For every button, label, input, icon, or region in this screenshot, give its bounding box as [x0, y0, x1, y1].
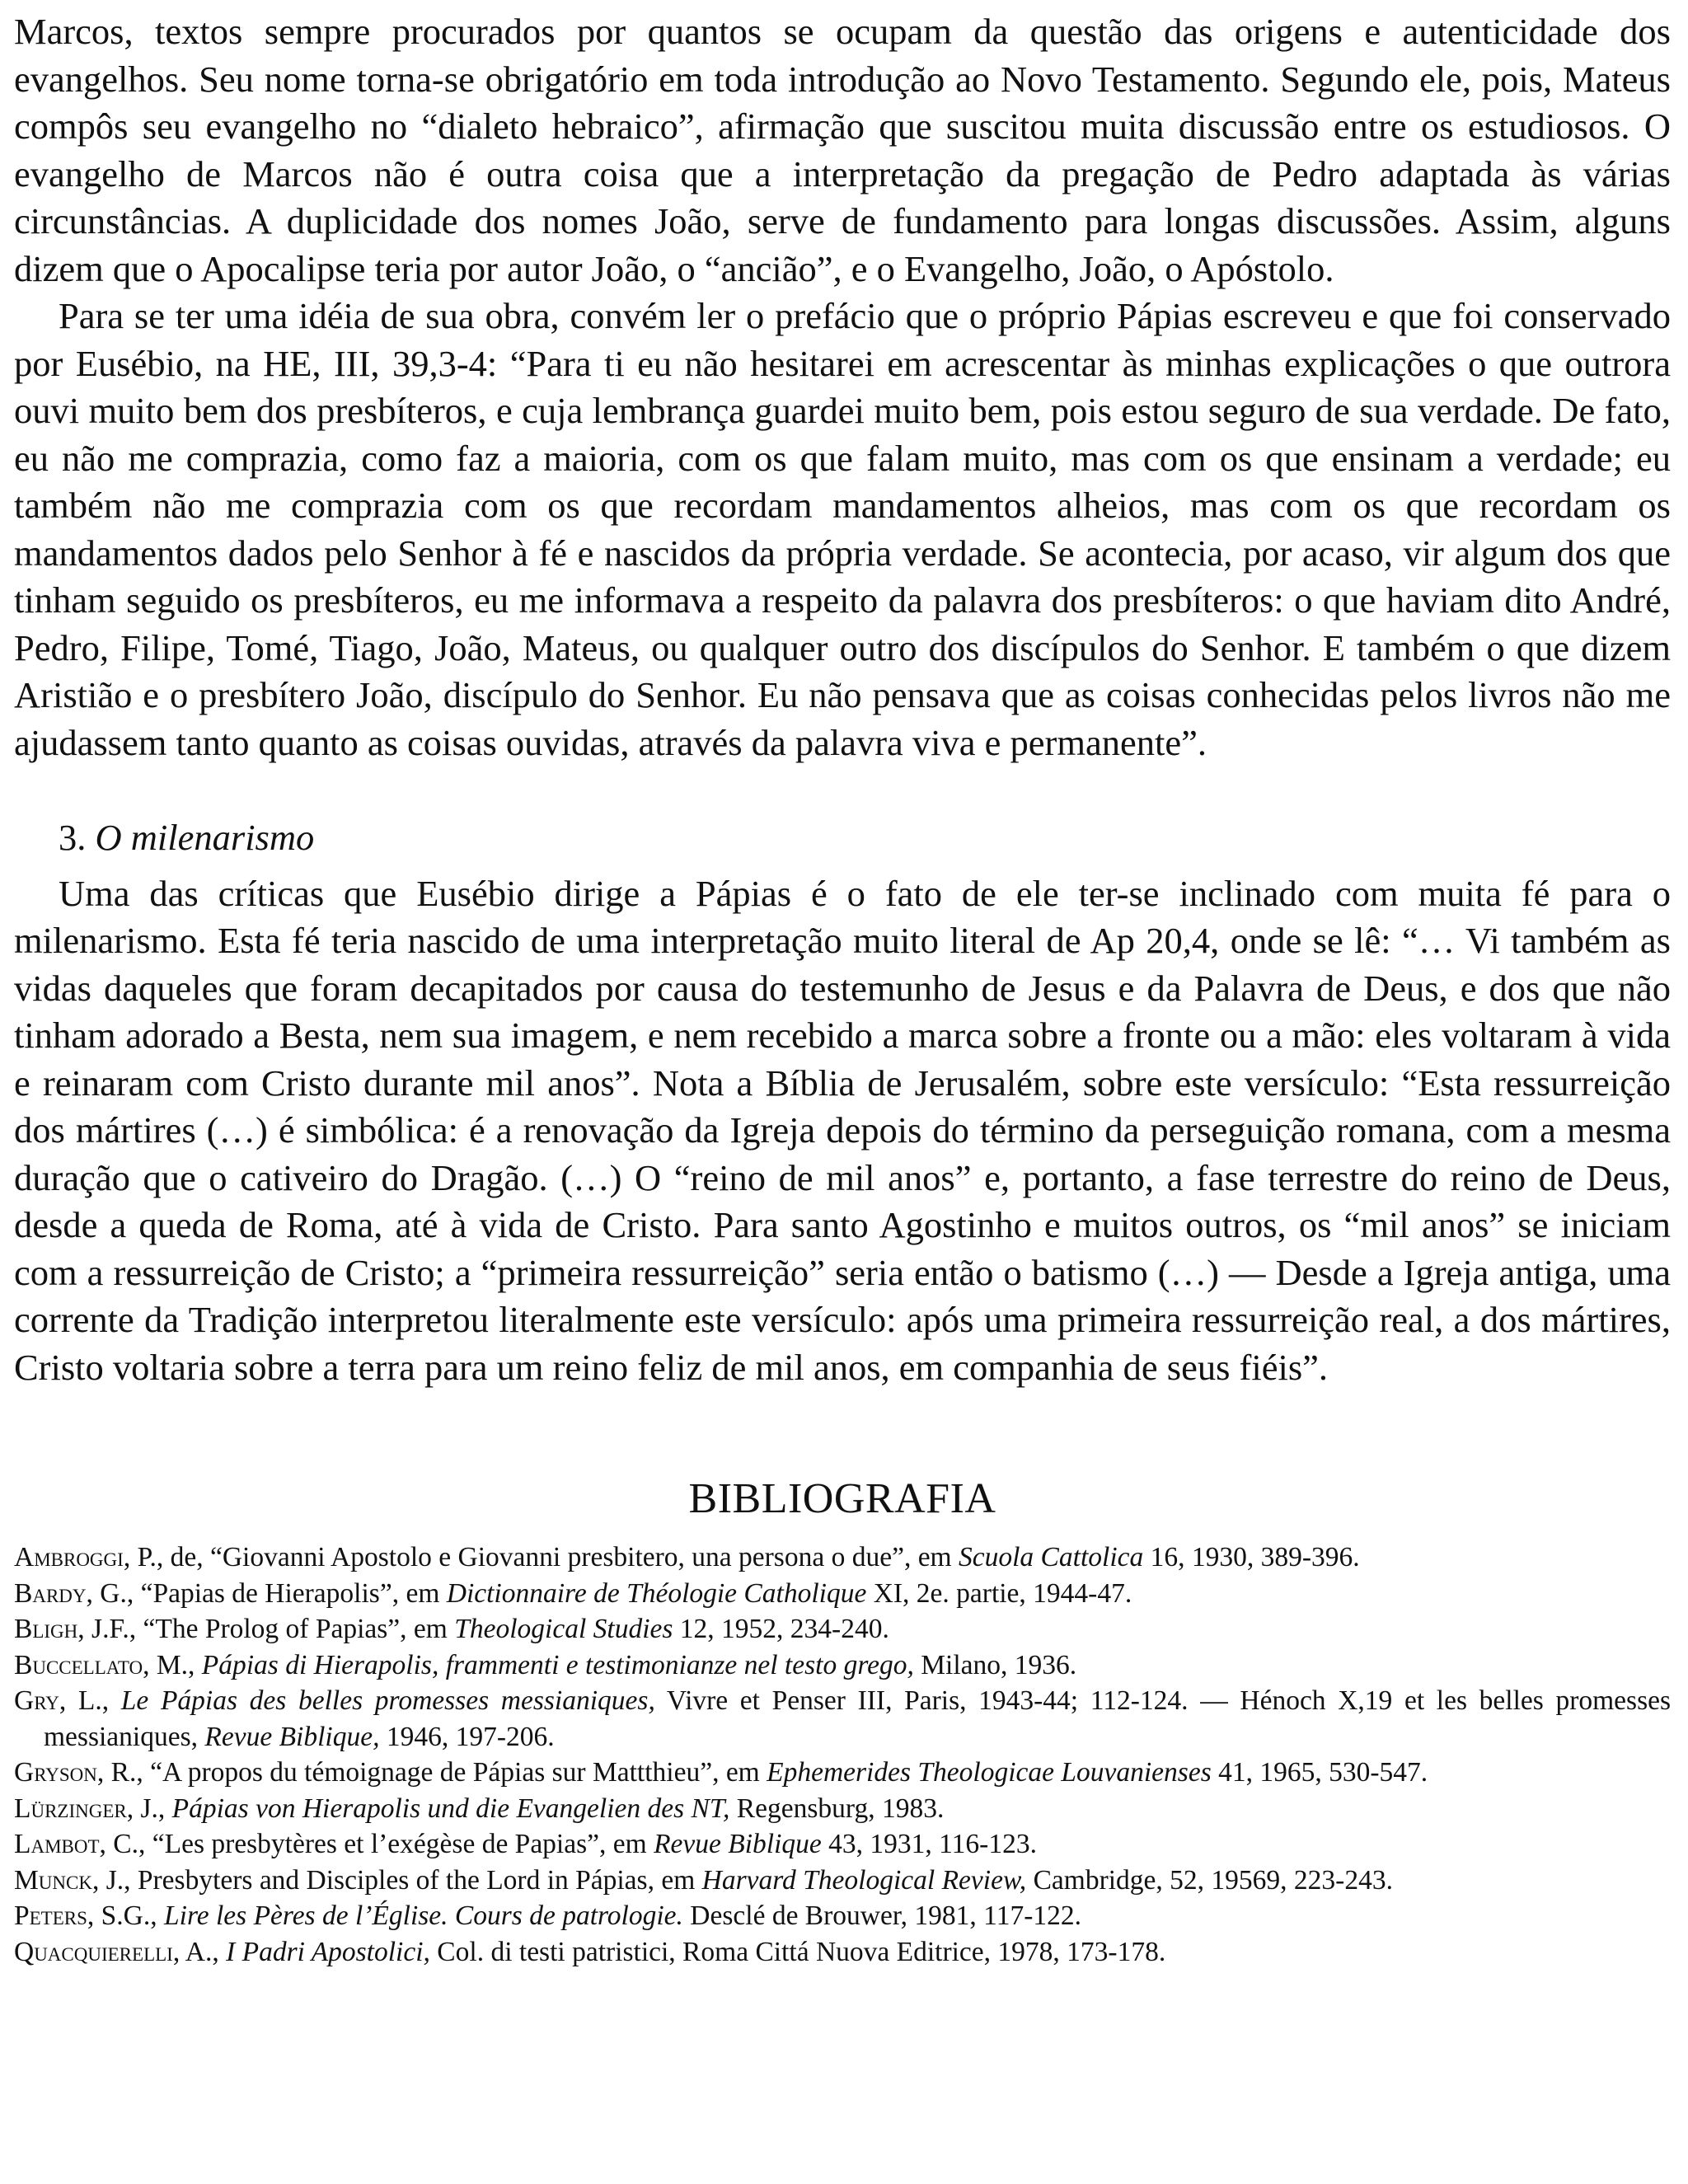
- entry-author: Peters: [14, 1900, 87, 1931]
- entry-text: , J.F., “The Prolog of Papias”, em: [77, 1614, 455, 1644]
- bibliography-title: BIBLIOGRAFIA: [688, 1475, 996, 1522]
- entry-text: , G., “Papias de Hierapolis”, em: [86, 1577, 447, 1609]
- entry-work: Pápias di Hierapolis, frammenti e testimonianze nel testo grego,: [201, 1649, 914, 1680]
- entry-text: , P., de, “Giovanni Apostolo e Giovanni presbitero, una persona o due”, em: [123, 1542, 959, 1572]
- entry-work: Theological Studies: [454, 1614, 673, 1644]
- section-title: O milenarismo: [95, 817, 315, 858]
- entry-text: Col. di testi patristici, Roma Cittá Nuova Editrice, 1978, 173-178.: [429, 1936, 1166, 1967]
- body-paragraph-2: Para se ter uma idéia de sua obra, convém ler o prefácio que o próprio Pápias escreveu e que foi conservado por Eusébio, na HE, III, 39,3-4: “Para ti eu não hesitarei em acrescentar às minhas explicações o que outrora ouvi muito bem dos presbíteros, e cuja lembrança guardei muito bem, pois estou seguro de sua verdade. De fato, eu não me comprazia, como faz a maioria, com os que falam muito, mas com os que ensinam a verdade; eu também não me comprazia com os que recordam mandamentos alheios, mas com os que recordam os mandamentos dados pelo Senhor à fé e nascidos da própria verdade. Se acontecia, por acaso, vir algum dos que tinham seguido os presbíteros, eu me informava a respeito da palavra dos presbíteros: o que haviam dito André, Pedro, Filipe, Tomé, Tiago, João, Mateus, ou qualquer outro dos discípulos do Senhor. E também o que dizem Aristião e o presbítero João, discípulo do Senhor. Eu não pensava que as coisas conhecidas pelos livros não me ajudassem tanto quanto as coisas ouvidas, através da palavra viva e permanente”.: [14, 295, 1671, 763]
- entry-work: Revue Biblique: [654, 1829, 822, 1859]
- entry-text: , J.,: [126, 1793, 172, 1824]
- section-paragraph: Uma das críticas que Eusébio dirige a Pápias é o fato de ele ter-se inclinado com muita fé para o milenarismo. Esta fé teria nascido de uma interpretação muito literal de Ap 20,4, onde se lê: “… Vi também as vidas daqueles que foram decapitados por causa do testemunho de Jesus e da Palavra de Deus, e dos que não tinham adorado a Besta, nem sua imagem, e nem recebido a marca sobre a fronte ou a mão: eles voltaram à vida e reinaram com Cristo durante mil anos”. Nota a Bíblia de Jerusalém, sobre este versículo: “Esta ressurreição dos mártires (…) é simbólica: é a renovação da Igreja depois do término da perseguição romana, com a mesma duração que o cativeiro do Dragão. (…) O “reino de mil anos” e, portanto, a fase terrestre do reino de Deus, desde a queda de Roma, até à vida de Cristo. Para santo Agostinho e muitos outros, os “mil anos” se iniciam com a ressurreição de Cristo; a “primeira ressurreição” seria então o batismo (…) — Desde a Igreja antiga, uma corrente da Tradição interpretou literalmente este versículo: após uma primeira ressurreição real, a dos mártires, Cristo voltaria sobre a terra para um reino feliz de mil anos, em companhia de seus fiéis”.: [14, 872, 1671, 1388]
- document-page: [14, 8, 1671, 1970]
- entry-author: Gryson: [14, 1757, 97, 1788]
- entry-author: Lambot: [14, 1829, 100, 1859]
- entry-work: I Padri Apostolici,: [226, 1936, 430, 1967]
- entry-text: XI, 2e. partie, 1944-47.: [866, 1577, 1132, 1609]
- entry-work: Lire les Pères de l’Église. Cours de patrologie.: [164, 1900, 683, 1931]
- entry-text: , C., “Les presbytères et l’exégèse de Papias”, em: [99, 1829, 654, 1859]
- bibliography-entry: [14, 1540, 1671, 1576]
- bibliography-entry: [14, 1898, 1671, 1934]
- entry-work: Scuola Cattolica: [959, 1542, 1144, 1572]
- bibliography-entry: [14, 1755, 1671, 1791]
- entry-text: Cambridge, 52, 19569, 223-243.: [1026, 1864, 1393, 1896]
- bibliography-entry: [14, 1683, 1671, 1755]
- entry-author: Bardy: [14, 1577, 87, 1609]
- entry-work: Ephemerides Theologicae Louvanienses: [767, 1757, 1212, 1788]
- entry-author: Quacquierelli: [14, 1936, 173, 1967]
- entry-author: Ambroggi: [14, 1542, 124, 1572]
- entry-author: Munck: [14, 1864, 92, 1896]
- bibliography-list: [14, 1540, 1671, 1970]
- entry-text: Desclé de Brouwer, 1981, 117-122.: [682, 1900, 1081, 1931]
- bibliography-entry: [14, 1611, 1671, 1647]
- section-number: 3.: [59, 817, 87, 858]
- entry-text: 12, 1952, 234-240.: [673, 1614, 889, 1644]
- entry-text: Regensburg, 1983.: [729, 1793, 945, 1824]
- entry-author: Bligh: [14, 1614, 78, 1644]
- entry-text: 1946, 197-206.: [379, 1721, 555, 1752]
- bibliography-entry: [14, 1826, 1671, 1863]
- entry-work: Harvard Theological Review,: [701, 1864, 1027, 1896]
- entry-author: Buccellato: [14, 1649, 143, 1680]
- entry-text: 41, 1965, 530-547.: [1211, 1757, 1428, 1788]
- entry-work: Pápias von Hierapolis und die Evangelien des NT,: [171, 1793, 730, 1824]
- bibliography-entry: [14, 1791, 1671, 1827]
- body-paragraph-1: Marcos, textos sempre procurados por quantos se ocupam da questão das origens e autenticidade dos evangelhos. Seu nome torna-se obrigatório em toda introdução ao Novo Testamento. Segundo ele, pois, Mateus compôs seu evangelho no “dialeto hebraico”, afirmação que suscitou muita discussão entre os estudiosos. O evangelho de Marcos não é outra coisa que a interpretação da pregação de Pedro adaptada às várias circunstâncias. A duplicidade dos nomes João, serve de fundamento para longas discussões. Assim, alguns dizem que o Apocalipse teria por autor João, o “ancião”, e o Evangelho, João, o Apóstolo.: [14, 11, 1671, 289]
- entry-text: , M.,: [143, 1649, 202, 1680]
- entry-work-secondary: Revue Biblique,: [204, 1721, 380, 1752]
- bibliography-entry: [14, 1934, 1671, 1971]
- entry-text: 43, 1931, 116-123.: [821, 1829, 1037, 1859]
- entry-text: , A.,: [172, 1936, 227, 1967]
- entry-author: Gry: [14, 1685, 59, 1716]
- entry-text: Milano, 1936.: [913, 1649, 1077, 1680]
- entry-text: , S.G.,: [87, 1900, 164, 1931]
- section-heading: [14, 814, 1671, 862]
- entry-text: Vivre et Penser III, Paris, 1943-44; 112-124. — Hénoch X,19 et les belles promesses messianiques,: [44, 1685, 1672, 1752]
- entry-text: , J., Presbyters and Disciples of the Lord in Pápias, em: [91, 1864, 702, 1896]
- entry-text: 16, 1930, 389-396.: [1143, 1542, 1360, 1572]
- bibliography-entry: [14, 1576, 1671, 1612]
- entry-author: Lürzinger: [14, 1793, 127, 1824]
- entry-text: , L.,: [59, 1685, 121, 1716]
- bibliography-entry: [14, 1863, 1671, 1899]
- entry-text: , R., “A propos du témoignage de Pápias sur Mattthieu”, em: [96, 1757, 767, 1788]
- bibliography-entry: [14, 1647, 1671, 1684]
- entry-work: Dictionnaire de Théologie Catholique: [446, 1577, 867, 1609]
- entry-work: Le Pápias des belles promesses messianiques,: [120, 1685, 655, 1716]
